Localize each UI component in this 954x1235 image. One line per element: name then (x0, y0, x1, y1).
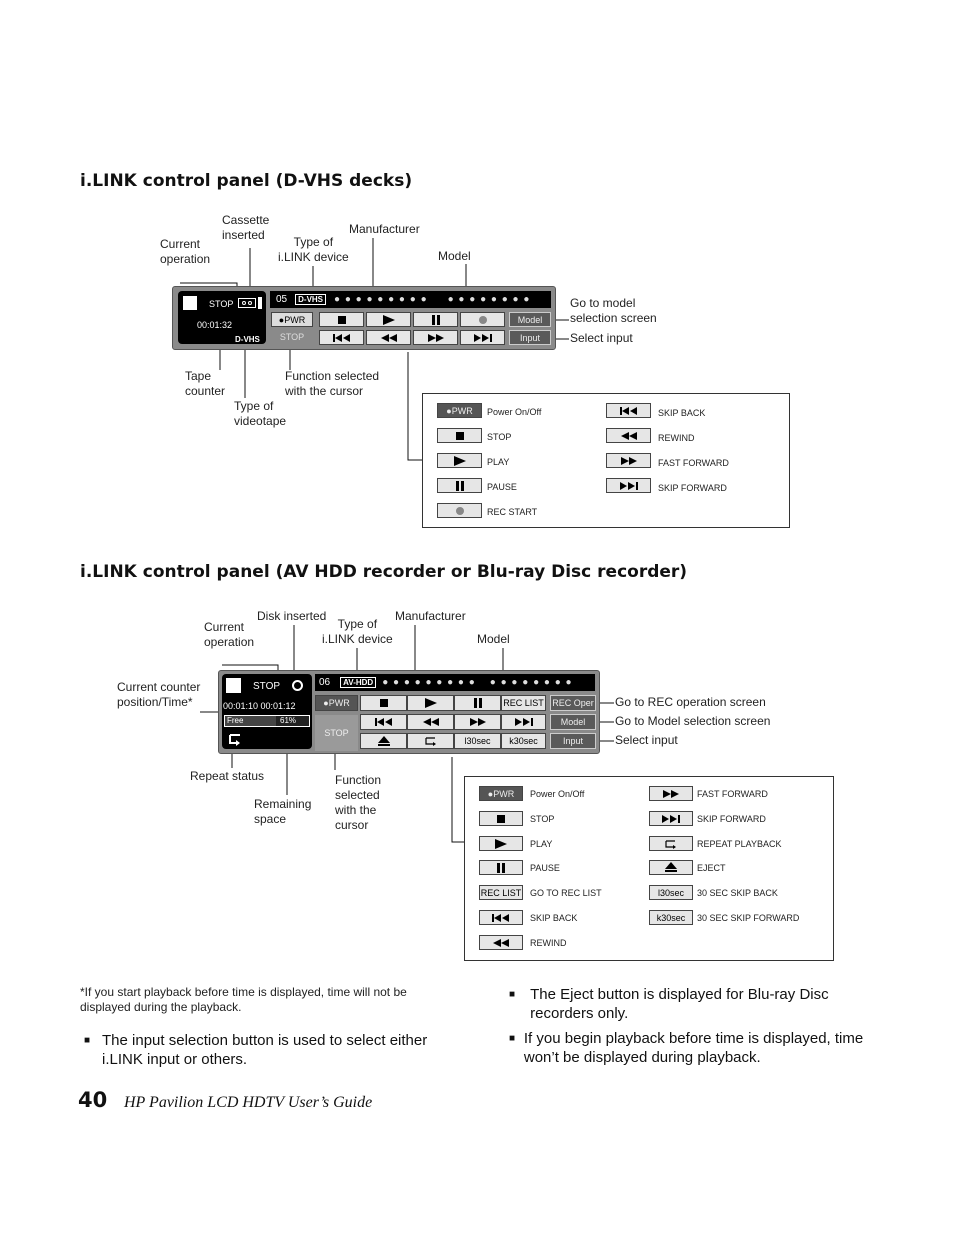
rewind-icon (493, 938, 509, 948)
stop-button[interactable] (319, 312, 364, 327)
avhdd-button-legend (464, 776, 834, 961)
fast-forward-icon (663, 789, 679, 799)
rec-start-button[interactable] (460, 312, 505, 327)
legend2-play-key (479, 836, 523, 851)
legend-rewind-label: REWIND (658, 433, 695, 443)
skip-back-icon (620, 406, 638, 416)
rewind-icon (423, 717, 439, 727)
section2-title: i.LINK control panel (AV HDD recorder or Blu-ray Disc recorder) (80, 562, 688, 582)
play-icon (494, 839, 508, 849)
skip-back-icon (375, 717, 393, 727)
repeat-icon (424, 736, 438, 746)
legend2-back30-label: 30 SEC SKIP BACK (697, 888, 778, 898)
disk-icon (292, 680, 303, 691)
input-button[interactable]: Input (509, 330, 551, 345)
rec-oper-button[interactable]: REC Oper (550, 695, 596, 711)
rewind-icon (621, 431, 637, 441)
callout-select-input: Select input (570, 331, 633, 345)
device-type-badge: AV-HDD (340, 677, 376, 688)
legend2-back30-key: l30sec (649, 885, 693, 900)
model-dots: ● ● ● ● ● ● ● ● (489, 677, 573, 688)
legend2-ff-key (649, 786, 693, 801)
device-number: 06 (319, 677, 331, 688)
legend2-eject-label: EJECT (697, 863, 726, 873)
bullet-item: ■ If you begin playback before time is displayed, time won’t be displayed during playback. (509, 1030, 864, 1066)
legend2-play-label: PLAY (530, 839, 553, 849)
model-button[interactable]: Model (550, 714, 596, 730)
status-text: STOP (253, 681, 281, 692)
legend2-pwr-label: Power On/Off (530, 789, 585, 799)
legend2-pwr-key: ●PWR (479, 786, 523, 801)
rec-icon (455, 506, 465, 516)
legend2-rewind-label: REWIND (530, 938, 567, 948)
callout-cassette-inserted: Cassette inserted (222, 213, 270, 242)
stop-icon (455, 431, 465, 441)
callout2-go-model: Go to Model selection screen (615, 714, 771, 728)
legend-rec-label: REC START (487, 507, 538, 517)
legend2-repeat-key (649, 836, 693, 851)
model-button[interactable]: Model (509, 312, 551, 327)
bullet-item: ■ The input selection button is used to select either i.LINK input or others. (84, 1032, 428, 1068)
callout-tape-counter: Tape counter (185, 369, 226, 398)
counter-time: 00:01:10 00:01:12 (223, 701, 296, 711)
footnote: *If you start playback before time is displayed, time will not be displayed during the playback. (80, 985, 407, 1014)
legend-play-label: PLAY (487, 457, 510, 467)
model-dots: ● ● ● ● ● ● ● ● (447, 294, 531, 305)
legend2-reclist-label: GO TO REC LIST (530, 888, 602, 898)
legend2-skipback-label: SKIP BACK (530, 913, 578, 923)
play-icon (382, 315, 396, 325)
stop-icon (337, 315, 347, 325)
avhdd-control-panel (218, 670, 600, 754)
pause-icon (431, 315, 441, 325)
repeat-icon (227, 732, 243, 746)
skip-back-button[interactable] (360, 714, 407, 730)
callout2-go-rec: Go to REC operation screen (615, 695, 766, 709)
eject-icon (665, 862, 677, 873)
cassette-icon (238, 298, 256, 308)
pwr-button[interactable]: ●PWR (315, 695, 358, 711)
dvhs-button-legend (422, 393, 790, 528)
page-number: 40 (78, 1088, 108, 1112)
device-info-bar (315, 674, 595, 691)
device-number: 05 (276, 294, 288, 305)
rewind-button[interactable] (366, 330, 411, 345)
fast-forward-icon (621, 456, 637, 466)
dvhs-control-panel (172, 286, 556, 350)
pause-icon (473, 698, 483, 708)
callout2-counter-pos: Current counter position/Time* (117, 680, 201, 709)
guide-title: HP Pavilion LCD HDTV User’s Guide (124, 1094, 373, 1111)
stop-icon (496, 814, 506, 824)
function-selected-text: STOP (315, 715, 358, 751)
legend2-reclist-key: REC LIST (479, 885, 523, 900)
skip-forward-icon (662, 814, 680, 824)
free-percent: 61% (280, 716, 297, 725)
legend-pwr-key: ●PWR (437, 403, 482, 418)
remaining-space-bar (224, 715, 310, 727)
legend2-pause-key (479, 860, 523, 875)
bullet-square-icon: ■ (84, 1035, 91, 1046)
eject-button[interactable] (360, 733, 407, 749)
free-label: Free (227, 716, 244, 725)
tape-type: D-VHS (235, 335, 260, 344)
callout2-repeat-status: Repeat status (190, 769, 265, 783)
legend-skipfwd-key (606, 478, 651, 493)
callout2-remaining-space: Remaining space (254, 797, 312, 826)
callout-go-model: Go to model selection screen (570, 296, 657, 325)
dvhs-status-display (178, 291, 266, 344)
skip-back-button[interactable] (319, 330, 364, 345)
legend2-pause-label: PAUSE (530, 863, 560, 873)
legend2-skipfwd-label: SKIP FORWARD (697, 814, 766, 824)
stop-status-icon (183, 296, 197, 310)
bullet-list-right (509, 985, 869, 1067)
legend-skipfwd-label: SKIP FORWARD (658, 483, 727, 493)
legend2-fwd30-key: k30sec (649, 910, 693, 925)
legend2-rewind-key (479, 935, 523, 950)
play-icon (453, 456, 467, 466)
repeat-playback-button[interactable] (407, 733, 454, 749)
legend-stop-label: STOP (487, 432, 512, 442)
input-button[interactable]: Input (550, 733, 596, 749)
fast-forward-button[interactable] (413, 330, 458, 345)
legend-ff-key (606, 453, 651, 468)
stop-icon (379, 698, 389, 708)
manufacturer-dots: ● ● ● ● ● ● ● ● ● (382, 677, 476, 688)
skip-forward-icon (515, 717, 533, 727)
function-selected-text: STOP (271, 329, 313, 344)
rewind-button[interactable] (407, 714, 454, 730)
device-type-badge: D-VHS (295, 294, 326, 305)
skip-forward-icon (474, 333, 492, 343)
play-icon (424, 698, 438, 708)
legend-play-key (437, 453, 482, 468)
callout-manufacturer: Manufacturer (349, 222, 420, 236)
legend2-repeat-label: REPEAT PLAYBACK (697, 839, 782, 849)
fast-forward-icon (428, 333, 444, 343)
skip-forward-icon (620, 481, 638, 491)
rec-icon (478, 315, 488, 325)
legend-pwr-label: Power On/Off (487, 407, 542, 417)
legend2-skipback-key (479, 910, 523, 925)
stop-status-icon (226, 678, 241, 693)
play-button[interactable] (366, 312, 411, 327)
rewind-icon (381, 333, 397, 343)
bullet-item: ■ The Eject button is displayed for Blu-ray Disc recorders only. (509, 986, 829, 1022)
back30-button[interactable]: l30sec (454, 733, 501, 749)
legend-stop-key (437, 428, 482, 443)
fwd30-button[interactable]: k30sec (501, 733, 546, 749)
status-text: STOP (209, 299, 234, 309)
bullet-list-left (84, 1031, 444, 1069)
pause-icon (496, 863, 506, 873)
pause-button[interactable] (454, 695, 501, 711)
legend-pause-key (437, 478, 482, 493)
legend-skipback-label: SKIP BACK (658, 408, 706, 418)
callout-model: Model (438, 249, 471, 263)
play-button[interactable] (407, 695, 454, 711)
rec-list-button[interactable]: REC LIST (501, 695, 546, 711)
callout-type-videotape: Type of videotape (234, 399, 287, 428)
skip-back-icon (333, 333, 351, 343)
manufacturer-dots: ● ● ● ● ● ● ● ● ● (334, 294, 428, 305)
section1-title: i.LINK control panel (D-VHS decks) (80, 171, 413, 191)
callout2-select-input: Select input (615, 733, 678, 747)
skip-forward-button[interactable] (501, 714, 546, 730)
legend-ff-label: FAST FORWARD (658, 458, 729, 468)
eject-icon (378, 736, 390, 747)
bullet-square-icon: ■ (509, 989, 516, 1000)
callout2-function-selected: Function selected with the cursor (335, 773, 382, 832)
legend2-ff-label: FAST FORWARD (697, 789, 768, 799)
callout-current-operation: Current operation (160, 237, 211, 266)
stop-button[interactable] (360, 695, 407, 711)
device-info-bar (270, 291, 551, 308)
tape-counter: 00:01:32 (197, 320, 233, 330)
legend-pause-label: PAUSE (487, 482, 517, 492)
legend-rec-key (437, 503, 482, 518)
avhdd-status-display (222, 674, 312, 749)
legend-skipback-key (606, 403, 651, 418)
repeat-icon (664, 839, 678, 849)
callout-type-device: Type of i.LINK device (278, 235, 349, 264)
callout2-type-device: Type of i.LINK device (322, 617, 393, 646)
callout2-disk-inserted: Disk inserted (257, 609, 327, 623)
legend2-stop-label: STOP (530, 814, 555, 824)
legend2-fwd30-label: 30 SEC SKIP FORWARD (697, 913, 800, 923)
key-icon (258, 297, 262, 309)
callout-function-selected: Function selected with the cursor (285, 369, 380, 398)
fast-forward-icon (470, 717, 486, 727)
legend2-skipfwd-key (649, 811, 693, 826)
callout2-model: Model (477, 632, 510, 646)
pause-icon (455, 481, 465, 491)
pause-button[interactable] (413, 312, 458, 327)
fast-forward-button[interactable] (454, 714, 501, 730)
pwr-button[interactable]: ●PWR (271, 312, 313, 327)
legend2-eject-key (649, 860, 693, 875)
legend-rewind-key (606, 428, 651, 443)
skip-forward-button[interactable] (460, 330, 505, 345)
callout2-current-operation: Current operation (204, 620, 255, 649)
legend2-stop-key (479, 811, 523, 826)
bullet-square-icon: ■ (509, 1033, 516, 1044)
callout2-manufacturer: Manufacturer (395, 609, 466, 623)
skip-back-icon (492, 913, 510, 923)
